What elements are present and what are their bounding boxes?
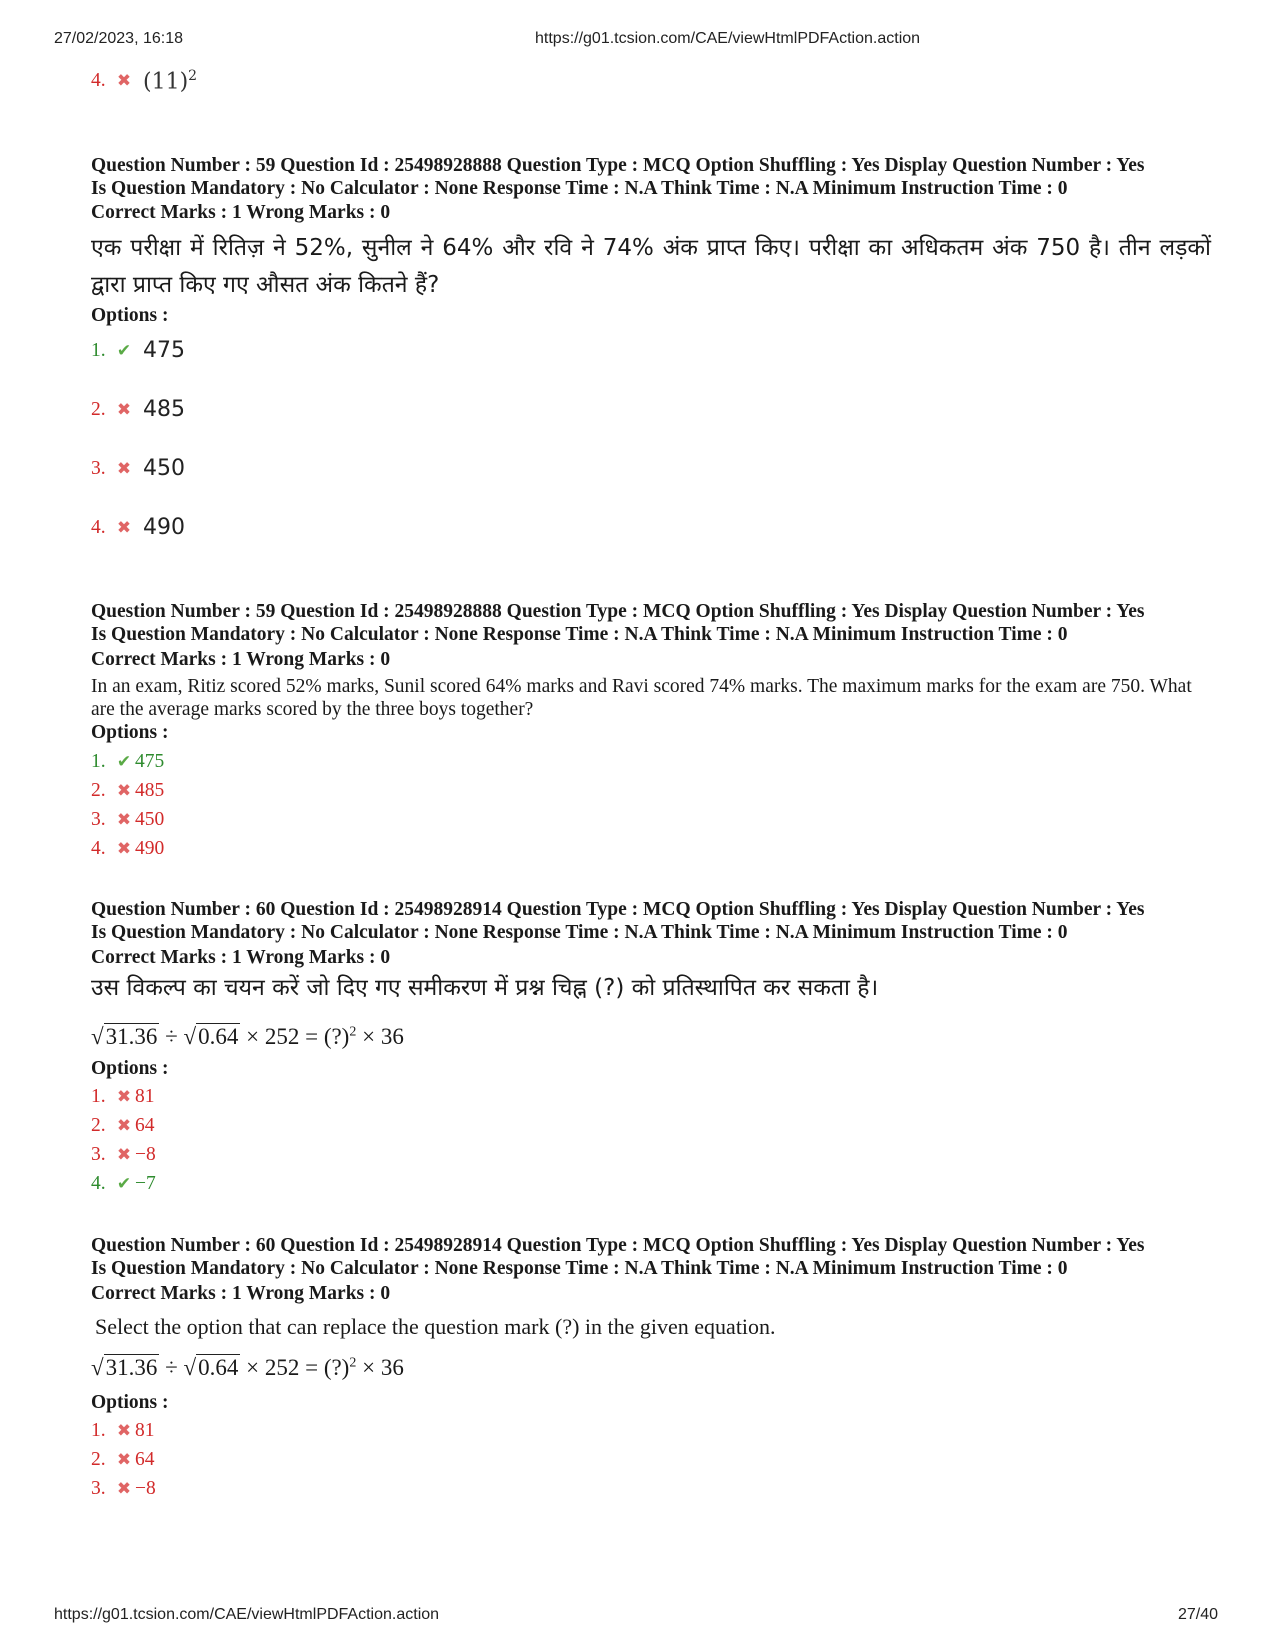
cross-icon: ✖ [116,458,132,478]
prev-option-4: 4. ✖ $(11)^2$ [91,68,198,95]
header-url: https://g01.tcsion.com/CAE/viewHtmlPDFAction.action [535,30,921,47]
option-2: 2. ✖ 485 [91,397,185,422]
cross-icon: ✖ [116,71,132,91]
cross-icon: ✖ [116,1479,132,1498]
question-text: Select the option that can replace the question mark (?) in the given equation. [95,1314,776,1339]
question-meta: Question Number : 59 Question Id : 25498928888 Question Type : MCQ Option Shuffling : Yes Display Question Number : Yes Is Question Mandatory : No Calculator : None Response Time : N.A Think Time : N.A Minimum Instruction Time : 0 [91,601,1145,645]
option-2: 2. ✖ 64 [91,1115,155,1136]
option-2: 2. ✖ 64 [91,1449,155,1470]
footer-url: https://g01.tcsion.com/CAE/viewHtmlPDFAction.action [54,1606,440,1623]
question-marks: Correct Marks : 1 Wrong Marks : 0 [91,1283,391,1304]
cross-icon: ✖ [116,399,132,419]
option-3: 3. ✖ 450 [91,809,165,830]
question-text: एक परीक्षा में रितिज़ ने 52%, सुनील ने 64% और रवि ने 74% अंक प्राप्त किए। परीक्षा का अधिकतम अंक 750 है। तीन लड़कों द्वारा प्राप्त किए गए औसत अंक कितने हैं? [91,235,1211,298]
check-icon: ✔ [116,1174,132,1193]
options-label: Options : [91,305,169,326]
cross-icon: ✖ [116,1450,132,1469]
options-label: Options : [91,1058,169,1079]
question-marks: Correct Marks : 1 Wrong Marks : 0 [91,947,391,968]
equation: √31.36 ÷ √0.64 × 252 = (?)$^2$ × 36 [91,1024,404,1049]
option-1: 1. ✔ 475 [91,751,165,772]
option-4: 4. ✔ −7 [91,1173,156,1194]
option-1: 1. ✖ 81 [91,1420,155,1441]
question-marks: Correct Marks : 1 Wrong Marks : 0 [91,649,391,670]
check-icon: ✔ [116,752,132,771]
option-1: 1. ✖ 81 [91,1086,155,1107]
option-4: 4. ✖ 490 [91,515,185,540]
options-label: Options : [91,722,169,743]
question-text: उस विकल्प का चयन करें जो दिए गए समीकरण में प्रश्न चिह्न (?) को प्रतिस्थापित कर सकता है। [91,975,879,1001]
options-label: Options : [91,1392,169,1413]
equation: √31.36 ÷ √0.64 × 252 = (?)$^2$ × 36 [91,1355,404,1380]
question-marks: Correct Marks : 1 Wrong Marks : 0 [91,202,391,223]
option-3: 3. ✖ 450 [91,456,185,481]
page-number: 27/40 [1178,1606,1219,1623]
cross-icon: ✖ [116,517,132,537]
cross-icon: ✖ [116,1116,132,1135]
question-meta: Question Number : 60 Question Id : 25498928914 Question Type : MCQ Option Shuffling : Yes Display Question Number : Yes Is Question Mandatory : No Calculator : None Response Time : N.A Think Time : N.A Minimum Instruction Time : 0 [91,1235,1145,1279]
cross-icon: ✖ [116,839,132,858]
option-1: 1. ✔ 475 [91,338,185,363]
option-2: 2. ✖ 485 [91,780,165,801]
cross-icon: ✖ [116,1087,132,1106]
check-icon: ✔ [116,340,132,360]
cross-icon: ✖ [116,1421,132,1440]
print-datetime: 27/02/2023, 16:18 [54,30,184,47]
cross-icon: ✖ [116,1145,132,1164]
question-meta: Question Number : 59 Question Id : 25498928888 Question Type : MCQ Option Shuffling : Yes Display Question Number : Yes Is Question Mandatory : No Calculator : None Response Time : N.A Think Time : N.A Minimum Instruction Time : 0 [91,155,1145,199]
question-meta: Question Number : 60 Question Id : 25498928914 Question Type : MCQ Option Shuffling : Yes Display Question Number : Yes Is Question Mandatory : No Calculator : None Response Time : N.A Think Time : N.A Minimum Instruction Time : 0 [91,899,1145,943]
option-4: 4. ✖ 490 [91,838,165,859]
option-3: 3. ✖ −8 [91,1144,156,1165]
cross-icon: ✖ [116,781,132,800]
option-3: 3. ✖ −8 [91,1478,156,1499]
question-text: In an exam, Ritiz scored 52% marks, Sunil scored 64% marks and Ravi scored 74% marks. The maximum marks for the exam are 750. What are the average marks scored by the three boys together? [91,676,1192,720]
cross-icon: ✖ [116,810,132,829]
